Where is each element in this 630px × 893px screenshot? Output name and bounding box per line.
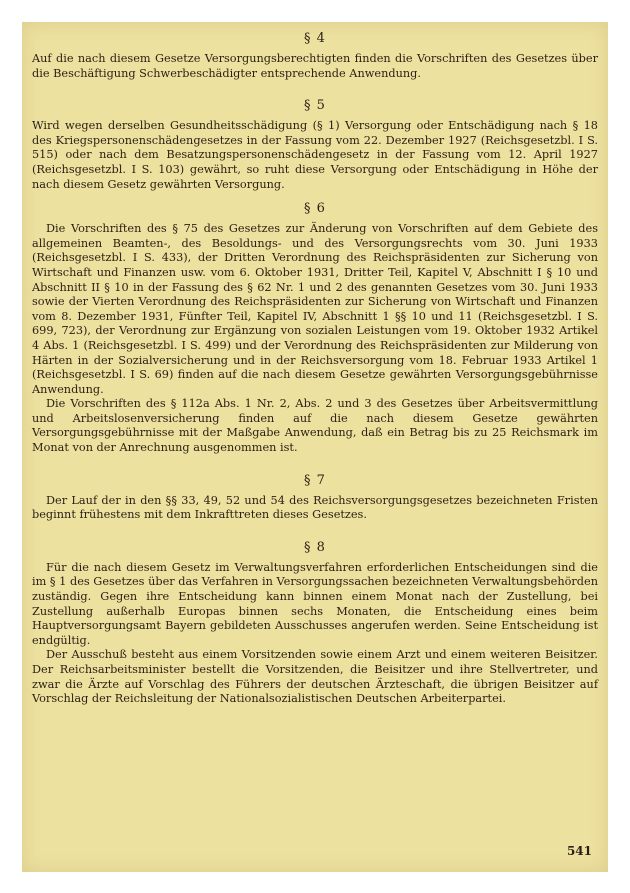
section-paragraph: Die Vorschriften des § 75 des Gesetzes zur Änderung von Vorschriften auf dem Gebiete des allgemeinen Beamten-, des Besoldungs- und des Versorgungsrechts vom 30. Juni 1933 (Reichsgesetzbl. I S. 433), der Dritten Verordnung des Reichspräsidenten zur Sicherung von Wirtschaft und Finanzen usw. vom 6. Oktober 1931, Dritter Teil, Kapitel V, Abschnitt I § 10 und Abschnitt II § 10 in der Fassung des § 62 Nr. 1 und 2 des genannten Gesetzes vom 30. Juni 1933 sowie der Vierten Verordnung des Reichspräsidenten zur Sicherung von Wirtschaft und Finanzen vom 8. Dezember 1931, Fünfter Teil, Kapitel IV, Abschnitt 1 §§ 10 und 11 (Reichsgesetzbl. I S. 699, 723), der Verordnung zur Ergänzung von sozialen Leistungen vom 19. Oktober 1932 Artikel 4 Abs. 1 (Reichsgesetzbl. I S. 499) und der Verordnung des Reichspräsidenten zur Milderung von Härten in der Sozialversicherung und in der Reichsversorgung vom 18. Februar 1933 Artikel 1 (Reichsgesetzbl. I S. 69) finden auf die nach diesem Gesetze gewährten Versorgungsgebührnisse Anwendung. [32,222,598,396]
section-8 [32,541,598,707]
section-paragraph: Auf die nach diesem Gesetze Versorgungsberechtigten finden die Vorschriften des Gesetzes über die Beschäftigung Schwerbeschädigter entsprechende Anwendung. [32,52,598,80]
page-number: 541 [566,844,592,858]
section-heading: § 7 [304,472,326,488]
section-4 [32,32,598,81]
section-paragraph: Für die nach diesem Gesetz im Verwaltungsverfahren erforderlichen Entscheidungen sind die im § 1 des Gesetzes über das Verfahren in Versorgungssachen bezeichneten Verwaltungsbehörden zuständig. Gegen ihre Entscheidung kann binnen einem Monat nach der Zustellung, bei Zustellung außerhalb Europas binnen sechs Monaten, die Entscheidung eines beim Hauptversorgungsamt Bayern gebildeten Ausschusses angerufen werden. Seine Entscheidung ist endgültig. [32,560,598,647]
document-page [22,22,608,872]
section-paragraph: Die Vorschriften des § 112a Abs. 1 Nr. 2, Abs. 2 und 3 des Gesetzes über Arbeitsvermittlung und Arbeitslosenversicherung finden auf die nach diesem Gesetze gewährten Versorgungsgebührnisse mit der Maßgabe Anwendung, daß ein Betrag bis zu 25 Reichsmark im Monat von der Anrechnung ausgenommen ist. [32,397,598,455]
page-content [32,32,598,707]
section-heading: § 5 [304,98,326,114]
section-heading: § 8 [304,539,326,555]
section-paragraph: Der Ausschuß besteht aus einem Vorsitzenden sowie einem Arzt und einem weiteren Beisitzer. Der Reichsarbeitsminister bestellt die Vorsitzenden, die Beisitzer und ihre Stellvertreter, und zwar die Ärzte auf Vorschlag des Führers der deutschen Ärzteschaft, die übrigen Beisitzer auf Vorschlag der Reichsleitung der Nationalsozialistischen Deutschen Arbeiterpartei. [32,648,598,706]
section-5 [32,99,598,192]
section-heading: § 4 [304,31,326,46]
section-7 [32,474,598,523]
section-heading: § 6 [304,201,326,217]
section-paragraph: Wird wegen derselben Gesundheitsschädigung (§ 1) Versorgung oder Entschädigung nach § 18 des Kriegspersonenschädengesetzes in der Fassung vom 22. Dezember 1927 (Reichsgesetzbl. I S. 515) oder nach dem Besatzungspersonenschädengesetz in der Fassung vom 12. April 1927 (Reichsgesetzbl. I S. 103) gewährt, so ruht diese Versorgung oder Entschädigung in Höhe der nach diesem Gesetz gewährten Versorgung. [32,119,598,191]
section-6 [32,202,598,456]
section-paragraph: Der Lauf der in den §§ 33, 49, 52 und 54 des Reichsversorgungsgesetzes bezeichneten Fristen beginnt frühestens mit dem Inkrafttreten dieses Gesetzes. [32,493,598,522]
